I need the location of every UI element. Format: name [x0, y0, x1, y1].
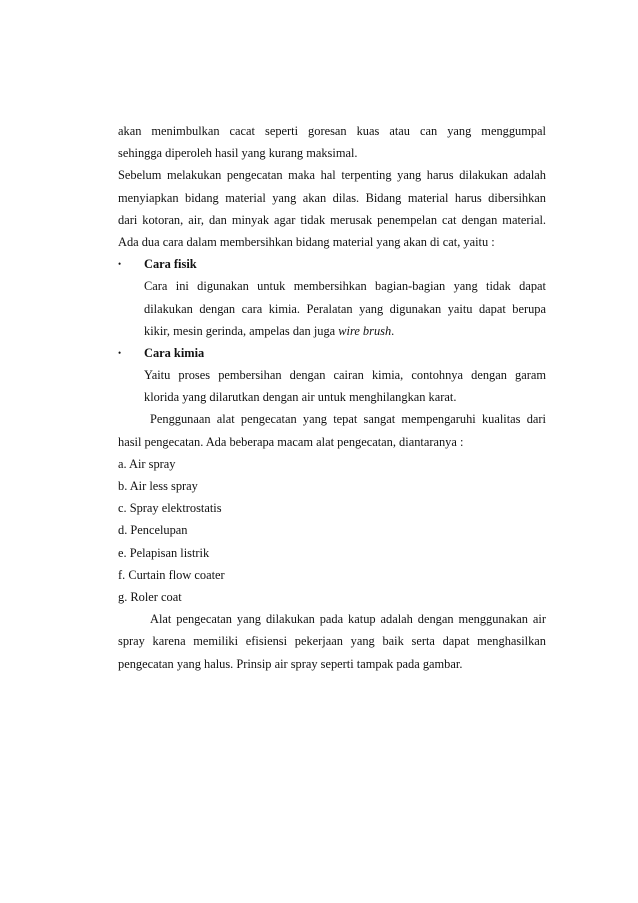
- bullet-title: Cara kimia: [144, 345, 205, 360]
- bullet-icon: •: [118, 347, 122, 358]
- list-item: e. Pelapisan listrik: [118, 545, 210, 560]
- list-item: g. Roler coat: [118, 589, 182, 604]
- bullet-item-cara-fisik: [118, 253, 546, 275]
- bullet-text-line: klorida yang dilarutkan dengan air untuk menghilangkan karat.: [144, 390, 457, 405]
- paragraph-line: spray karena memiliki efisiensi pekerjaan yang baik serta dapat menghasilkan: [118, 634, 546, 649]
- bullet-icon: •: [118, 259, 122, 270]
- bullet-text-line: [118, 320, 546, 342]
- paragraph-line: sehingga diperoleh hasil yang kurang maksimal.: [118, 146, 358, 161]
- bullet-item-cara-kimia: [118, 342, 546, 364]
- paragraph-line: Sebelum melakukan pengecatan maka hal terpenting yang harus dilakukan adalah: [118, 168, 546, 183]
- paragraph-line: hasil pengecatan. Ada beberapa macam alat pengecatan, diantaranya :: [118, 434, 464, 449]
- paragraph-line: Penggunaan alat pengecatan yang tepat sangat mempengaruhi kualitas dari: [150, 412, 546, 427]
- paragraph-line: menyiapkan bidang material yang akan dilas. Bidang material harus dibersihkan: [118, 190, 546, 205]
- bullet-text-line: Cara ini digunakan untuk membersihkan bagian-bagian yang tidak dapat: [144, 279, 546, 294]
- paragraph-line: akan menimbulkan cacat seperti goresan kuas atau can yang menggumpal: [118, 124, 546, 138]
- italic-term: wire brush: [338, 323, 392, 338]
- bullet-text-line: dilakukan dengan cara kimia. Peralatan yang digunakan yaitu dapat berupa: [144, 301, 546, 316]
- text-run: .: [391, 323, 395, 338]
- paragraph-line: dari kotoran, air, dan minyak agar tidak merusak penempelan cat dengan material.: [118, 212, 546, 227]
- bullet-title: Cara fisik: [144, 257, 197, 272]
- text-run: kikir, mesin gerinda, ampelas dan juga: [144, 323, 339, 338]
- list-item: f. Curtain flow coater: [118, 567, 225, 582]
- list-item: b. Air less spray: [118, 479, 198, 493]
- paragraph-line: pengecatan yang halus. Prinsip air spray seperti tampak pada gambar.: [118, 656, 463, 671]
- document-body: [118, 120, 546, 675]
- paragraph-line: Ada dua cara dalam membersihkan bidang material yang akan di cat, yaitu :: [118, 234, 495, 249]
- list-item: d. Pencelupan: [118, 523, 188, 538]
- bullet-text-line: Yaitu proses pembersihan dengan cairan kimia, contohnya dengan garam: [144, 368, 546, 383]
- list-item: c. Spray elektrostatis: [118, 501, 222, 516]
- list-item: a. Air spray: [118, 456, 176, 471]
- paragraph-line: Alat pengecatan yang dilakukan pada katup adalah dengan menggunakan air: [150, 612, 546, 627]
